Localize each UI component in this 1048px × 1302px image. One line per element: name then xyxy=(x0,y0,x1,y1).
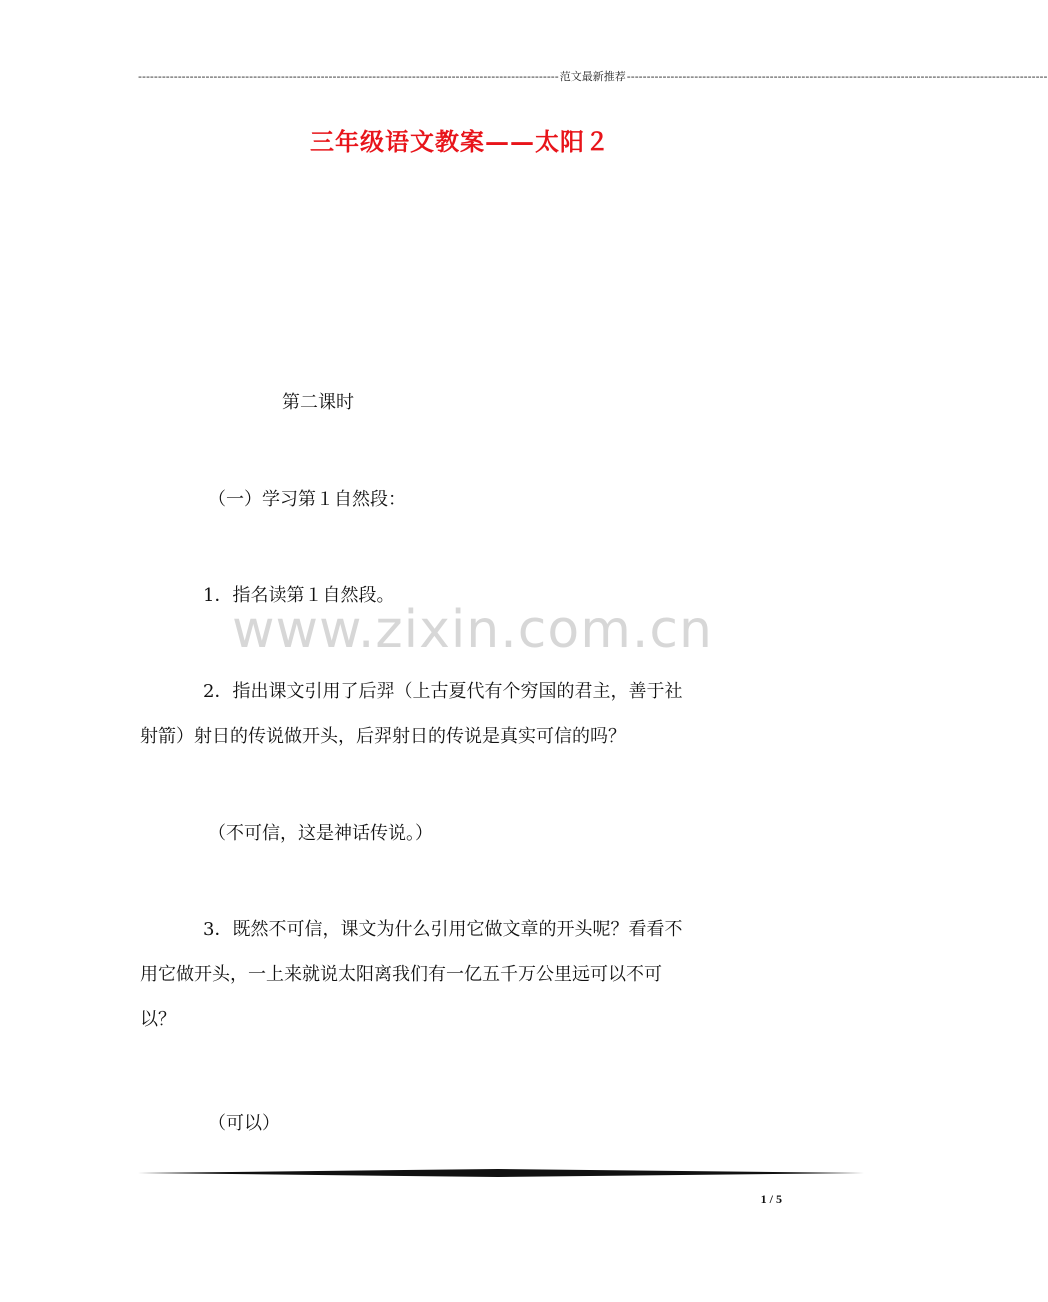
item-3-line-3: 以？ xyxy=(140,1009,176,1030)
item-3-line-1: 3．既然不可信，课文为什么引用它做文章的开头呢？看看不 xyxy=(203,919,683,940)
item-3-line-2: 用它做开头，一上来就说太阳离我们有一亿五千万公里远可以不可 xyxy=(140,964,662,985)
page-header xyxy=(138,68,1048,84)
watermark: www.zixin.com.cn xyxy=(232,600,713,660)
answer-2: （可以） xyxy=(208,1113,280,1134)
item-2-line-2: 射箭）射日的传说做开头，后羿射日的传说是真实可信的吗？ xyxy=(140,726,626,747)
section-heading: （一）学习第１自然段： xyxy=(208,489,406,510)
document-title: 三年级语文教案——太阳２ xyxy=(310,127,610,156)
header-label: 范文最新推荐 xyxy=(559,70,626,83)
header-dashes-left: ---------------------------------------------------------------------------------------------------------- xyxy=(138,69,559,83)
header-dashes-right: ---------------------------------------------------------------------------------------------------------- xyxy=(626,69,1048,83)
page-number: 1 / 5 xyxy=(760,1192,782,1206)
item-2-line-1: 2．指出课文引用了后羿（上古夏代有个穷国的君主，善于社 xyxy=(203,681,683,702)
answer-1: （不可信，这是神话传说。） xyxy=(208,823,433,844)
item-1: 1．指名读第１自然段。 xyxy=(203,585,395,606)
lesson-heading: 第二课时 xyxy=(282,392,354,413)
footer-rule xyxy=(138,1168,864,1178)
